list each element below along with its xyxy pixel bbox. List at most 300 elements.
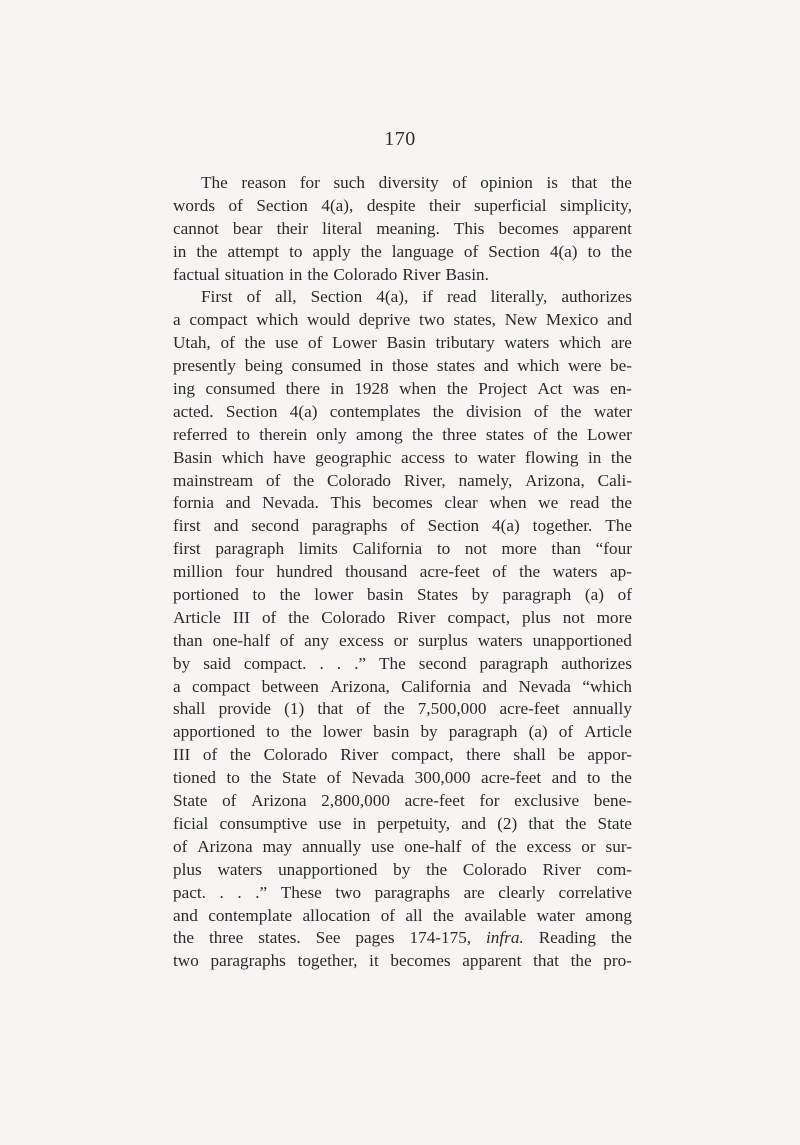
word: Utah, xyxy=(173,333,211,353)
word: (2) xyxy=(497,813,518,833)
word: tributary xyxy=(435,333,495,353)
text-line xyxy=(173,630,632,653)
word: deprive xyxy=(358,310,411,330)
word: division xyxy=(466,401,522,421)
word: two xyxy=(173,951,199,971)
text-line xyxy=(173,172,632,195)
word: to xyxy=(226,768,240,788)
word: 4(a), xyxy=(376,287,409,307)
word: geographic xyxy=(315,447,392,467)
word: when xyxy=(399,379,437,399)
word: cannot xyxy=(173,218,219,238)
word: between xyxy=(261,676,319,696)
word: of xyxy=(326,768,342,788)
word: flowing xyxy=(525,447,579,467)
word: when xyxy=(489,493,527,513)
word: of xyxy=(279,630,295,650)
word: the xyxy=(560,401,582,421)
word: the xyxy=(519,562,541,582)
text-line xyxy=(173,264,632,287)
word: 4(a), xyxy=(321,195,354,215)
word: literal xyxy=(322,218,363,238)
word: language xyxy=(391,241,454,261)
word: Section xyxy=(427,516,480,536)
word: These xyxy=(280,882,322,902)
word: of xyxy=(202,745,218,765)
word: namely, xyxy=(458,470,513,490)
word: or xyxy=(393,630,409,650)
word: in xyxy=(288,264,303,284)
text-line xyxy=(173,378,632,401)
word: use xyxy=(371,836,395,856)
word: million xyxy=(173,562,223,582)
word: paragraphs xyxy=(210,951,286,971)
word: may xyxy=(262,836,293,856)
word: River xyxy=(397,607,436,627)
text-line xyxy=(173,836,632,859)
word: plus xyxy=(173,859,202,879)
word: Section xyxy=(310,287,363,307)
word: apparent xyxy=(572,218,632,238)
word: of xyxy=(558,722,574,742)
word: in xyxy=(330,379,344,399)
word: the xyxy=(610,173,632,192)
word: consumed xyxy=(205,379,276,399)
word: . xyxy=(319,653,324,673)
word: River xyxy=(340,745,379,765)
word: first xyxy=(173,516,201,536)
word: the xyxy=(288,607,310,627)
word: the xyxy=(293,470,315,490)
word: III xyxy=(232,607,250,627)
word: annually xyxy=(302,836,362,856)
word: III xyxy=(173,745,191,765)
word: there xyxy=(466,745,501,765)
word: such xyxy=(333,173,365,192)
page-number: 170 xyxy=(384,128,416,150)
text-line xyxy=(173,424,632,447)
word: the xyxy=(556,424,578,444)
word: en- xyxy=(609,379,632,399)
word: annually xyxy=(572,699,632,719)
word: the xyxy=(610,493,632,513)
word: pages xyxy=(355,928,395,948)
word: by xyxy=(420,722,438,742)
word: ficial xyxy=(173,813,209,833)
word: acre-feet xyxy=(404,791,465,811)
word: to xyxy=(252,585,266,605)
text-line xyxy=(173,859,632,882)
word: bear xyxy=(232,218,263,238)
word: the xyxy=(610,447,632,467)
word: waters xyxy=(217,859,263,879)
text-line xyxy=(173,676,632,699)
word: becomes xyxy=(498,218,559,238)
word: there xyxy=(285,379,320,399)
word: the xyxy=(360,241,382,261)
word: compact. xyxy=(243,653,307,673)
word: compact, xyxy=(391,745,454,765)
word: Basin. xyxy=(445,264,489,284)
text-line xyxy=(173,767,632,790)
word: correlative xyxy=(558,882,632,902)
word: the xyxy=(446,379,468,399)
word: ing xyxy=(173,379,195,399)
word: lower xyxy=(322,722,362,742)
word: be xyxy=(558,745,575,765)
word: . xyxy=(336,653,342,673)
word: compact xyxy=(189,310,248,330)
word: Colorado xyxy=(321,607,386,627)
word: the xyxy=(307,264,329,284)
word: two xyxy=(335,882,362,902)
word: together. xyxy=(532,516,593,536)
word: The xyxy=(605,516,632,536)
word: of xyxy=(452,173,467,192)
word: second xyxy=(251,516,300,536)
word: 4(a) xyxy=(492,516,520,536)
word: Article xyxy=(584,722,632,742)
word: the xyxy=(426,859,448,879)
word: This xyxy=(453,218,485,238)
word: contemplate xyxy=(208,905,293,925)
text-line xyxy=(173,470,632,493)
word: Basin xyxy=(386,333,426,353)
word: simplicity, xyxy=(560,195,632,215)
word: 2,800,000 xyxy=(321,791,390,811)
word: Article xyxy=(173,607,221,627)
word: to xyxy=(587,241,601,261)
word: (1) xyxy=(284,699,305,719)
word: State xyxy=(173,791,208,811)
word: together, xyxy=(297,951,358,971)
word: four xyxy=(235,562,264,582)
word: to xyxy=(454,447,468,467)
word: would xyxy=(307,310,350,330)
word: it xyxy=(369,951,379,971)
word: read xyxy=(569,493,600,513)
word: exclusive xyxy=(514,791,580,811)
word: paragraph xyxy=(215,539,285,559)
word: Nevada xyxy=(518,676,571,696)
word: and xyxy=(225,493,251,513)
word: or xyxy=(581,836,596,856)
word: water xyxy=(536,905,575,925)
word: read xyxy=(446,287,477,307)
word: one-half xyxy=(404,836,462,856)
word: compact xyxy=(192,676,251,696)
word: pact. xyxy=(173,882,206,902)
text-line xyxy=(173,401,632,424)
word: which xyxy=(221,447,264,467)
word: lower xyxy=(314,585,354,605)
word: First xyxy=(201,287,233,307)
word: clearly xyxy=(498,882,545,902)
word: not xyxy=(464,539,487,559)
word: that xyxy=(533,951,559,971)
word: perpetuity, xyxy=(377,813,451,833)
word: of xyxy=(380,905,396,925)
word: provide xyxy=(218,699,272,719)
text-line xyxy=(173,492,632,515)
word: and xyxy=(213,516,239,536)
word: (a) xyxy=(584,585,604,605)
word: presently xyxy=(173,356,237,376)
word: a xyxy=(173,310,181,330)
word: of xyxy=(307,333,323,353)
word: acre-feet xyxy=(419,562,480,582)
word: plus xyxy=(522,607,551,627)
word: have xyxy=(273,447,306,467)
word: only xyxy=(316,424,347,444)
word: meaning. xyxy=(376,218,440,238)
word: the xyxy=(570,951,592,971)
word: allocation xyxy=(302,905,371,925)
word: that xyxy=(528,813,555,833)
word: waters xyxy=(504,333,550,353)
word: three xyxy=(208,928,244,948)
word: of xyxy=(261,607,277,627)
text-line xyxy=(173,561,632,584)
word: authorizes xyxy=(561,287,632,307)
word: is xyxy=(546,173,558,192)
word: of xyxy=(220,333,235,353)
word: of xyxy=(246,287,261,307)
word: Section xyxy=(225,401,278,421)
word: compact, xyxy=(447,607,510,627)
word: 300,000 xyxy=(414,768,471,788)
word: Cali- xyxy=(597,470,632,490)
word: any xyxy=(304,630,329,650)
word: of xyxy=(471,836,486,856)
word: use xyxy=(275,333,299,353)
text-line xyxy=(173,905,632,928)
word: states. xyxy=(258,928,301,948)
word: paragraphs xyxy=(312,516,388,536)
word: clear xyxy=(444,493,478,513)
word: first xyxy=(173,539,201,559)
text-line xyxy=(173,744,632,767)
word: were xyxy=(567,356,602,376)
word: opinion xyxy=(480,173,533,192)
word: bene- xyxy=(593,791,632,811)
word: and xyxy=(551,768,577,788)
word: consumptive xyxy=(219,813,308,833)
word: apparent xyxy=(462,951,522,971)
word: be- xyxy=(610,356,632,376)
word: for xyxy=(479,791,500,811)
word: paragraph xyxy=(479,653,549,673)
word: basin xyxy=(373,722,410,742)
text-line xyxy=(173,882,632,905)
word: Arizona xyxy=(197,836,253,856)
word: we xyxy=(538,493,559,513)
word: the xyxy=(279,585,301,605)
word: said xyxy=(203,653,231,673)
word: factual xyxy=(173,264,220,284)
word: situation xyxy=(224,264,284,284)
word: was xyxy=(572,379,600,399)
word: the xyxy=(432,905,454,925)
word: infra. xyxy=(486,928,524,948)
word: Mexico xyxy=(545,310,599,330)
word: River xyxy=(542,859,581,879)
word: which xyxy=(256,310,299,330)
word: therein xyxy=(259,424,307,444)
word: pro- xyxy=(603,951,632,971)
word: of xyxy=(400,516,415,536)
word: com- xyxy=(596,859,632,879)
word: in xyxy=(588,447,602,467)
word: three xyxy=(442,424,477,444)
word: “four xyxy=(595,539,632,559)
word: River xyxy=(402,264,441,284)
word: The xyxy=(201,173,228,192)
word: apply xyxy=(312,241,351,261)
word: waters xyxy=(477,630,523,650)
word: to xyxy=(236,424,250,444)
word: being xyxy=(244,356,283,376)
word: The xyxy=(379,653,406,673)
text-line xyxy=(173,447,632,470)
word: the xyxy=(610,928,632,948)
word: and xyxy=(607,310,632,330)
word: the xyxy=(432,401,454,421)
word: than xyxy=(551,539,582,559)
word: Arizona, xyxy=(525,470,585,490)
word: . xyxy=(237,882,242,902)
word: despite xyxy=(366,195,416,215)
word: more xyxy=(501,539,537,559)
word: those xyxy=(391,356,429,376)
word: that xyxy=(317,699,344,719)
word: paragraphs xyxy=(374,882,451,902)
word: contemplates xyxy=(329,401,421,421)
text-line xyxy=(173,195,632,218)
word: authorizes xyxy=(561,653,632,673)
word: consumed xyxy=(291,356,362,376)
word: shall xyxy=(513,745,546,765)
word: acre-feet xyxy=(481,768,542,788)
word: States xyxy=(416,585,459,605)
word: basin xyxy=(367,585,404,605)
word: of xyxy=(617,585,632,605)
word: waters xyxy=(552,562,598,582)
word: thousand xyxy=(345,562,408,582)
word: See xyxy=(315,928,341,948)
text-line xyxy=(173,309,632,332)
word: referred xyxy=(173,424,228,444)
text-line xyxy=(173,721,632,744)
word: are xyxy=(463,882,485,902)
word: all, xyxy=(275,287,297,307)
word: their xyxy=(428,195,461,215)
word: .” xyxy=(354,653,366,673)
text-line xyxy=(173,218,632,241)
text-line xyxy=(173,790,632,813)
word: surplus xyxy=(418,630,468,650)
word: 1928 xyxy=(354,379,389,399)
word: 4(a) xyxy=(549,241,578,261)
word: than xyxy=(173,630,203,650)
word: of xyxy=(228,195,243,215)
word: Nevada xyxy=(351,768,405,788)
word: of xyxy=(266,470,281,490)
word: River, xyxy=(403,470,446,490)
text-line xyxy=(173,950,632,973)
word: acre-feet xyxy=(499,699,560,719)
word: which xyxy=(559,333,602,353)
word: California xyxy=(401,676,471,696)
word: one-half xyxy=(212,630,270,650)
word: Lower xyxy=(332,333,377,353)
word: second xyxy=(418,653,467,673)
word: are xyxy=(610,333,632,353)
text-line xyxy=(173,538,632,561)
word: words xyxy=(173,195,216,215)
word: of xyxy=(222,791,237,811)
word: to xyxy=(289,241,303,261)
word: water xyxy=(593,401,632,421)
word: in xyxy=(369,356,384,376)
text-line xyxy=(173,607,632,630)
word: for xyxy=(299,173,320,192)
word: which xyxy=(517,356,560,376)
word: the xyxy=(244,333,266,353)
word: the xyxy=(290,722,312,742)
text-line xyxy=(173,515,632,538)
word: of xyxy=(463,241,479,261)
word: Lower xyxy=(587,424,632,444)
word: California xyxy=(352,539,423,559)
word: Colorado xyxy=(327,470,392,490)
word: more xyxy=(596,607,632,627)
word: State xyxy=(597,813,632,833)
word: and xyxy=(173,905,198,925)
word: a xyxy=(173,676,181,696)
word: Colorado xyxy=(333,264,398,284)
word: unapportioned xyxy=(532,630,632,650)
word: of xyxy=(533,424,548,444)
word: by xyxy=(393,859,411,879)
word: Section xyxy=(256,195,308,215)
word: access xyxy=(401,447,445,467)
word: use xyxy=(318,813,342,833)
word: the xyxy=(250,768,272,788)
word: (a) xyxy=(528,722,548,742)
text-line xyxy=(173,355,632,378)
body-text xyxy=(173,172,632,973)
word: acted. xyxy=(173,401,214,421)
text-line xyxy=(173,241,632,264)
text-line xyxy=(173,698,632,721)
word: excess xyxy=(526,836,572,856)
word: tioned xyxy=(173,768,216,788)
word: the xyxy=(173,928,194,948)
word: the xyxy=(495,836,517,856)
text-line xyxy=(173,286,632,309)
word: the xyxy=(196,241,218,261)
word: among xyxy=(355,424,403,444)
word: their xyxy=(276,218,309,238)
word: of xyxy=(173,836,188,856)
word: literally, xyxy=(490,287,548,307)
text-line xyxy=(173,332,632,355)
word: attempt xyxy=(227,241,280,261)
word: limits xyxy=(298,539,338,559)
word: hundred xyxy=(276,562,333,582)
word: .” xyxy=(255,882,268,902)
